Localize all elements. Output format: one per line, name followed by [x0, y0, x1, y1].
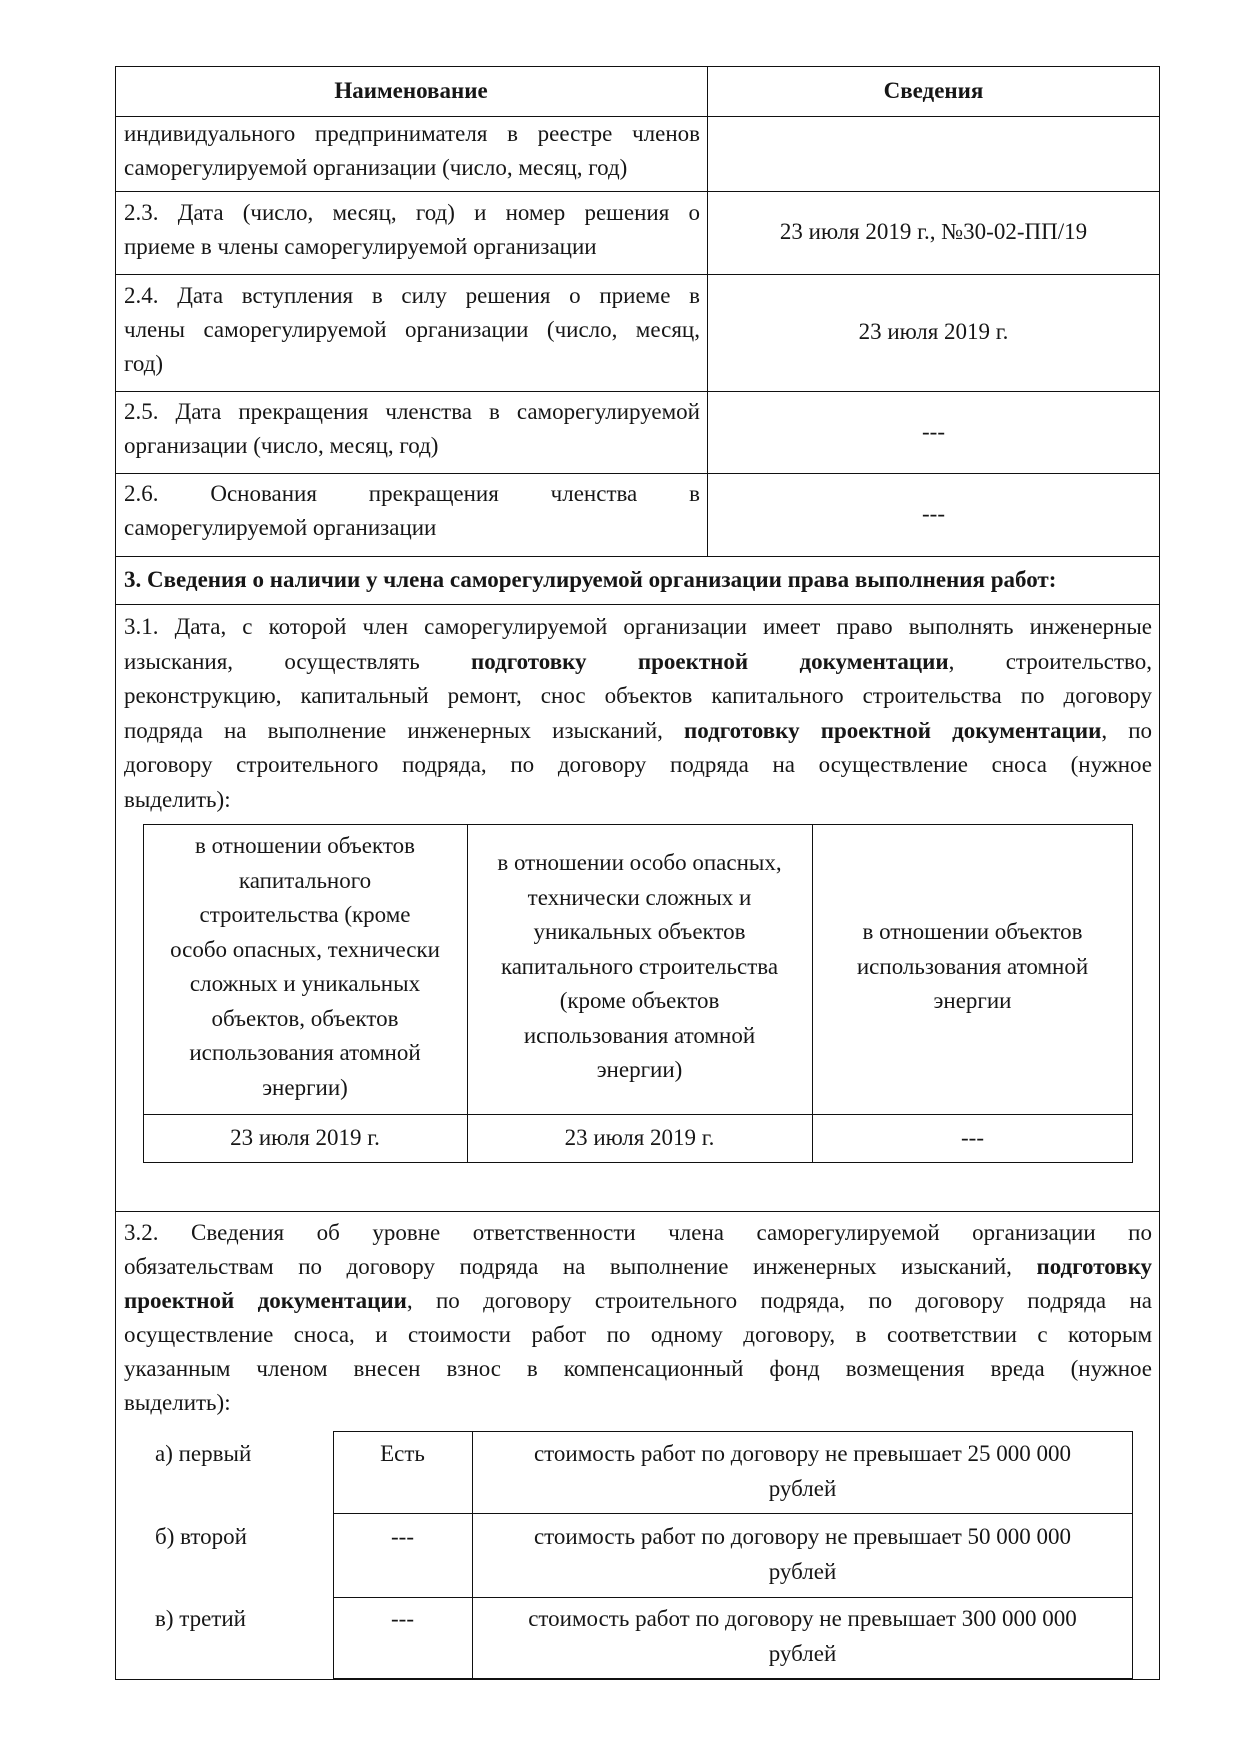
- header-line: энергии: [933, 988, 1012, 1013]
- paragraph-line: [124, 645, 1152, 680]
- text-span: обязательствам по договору подряда на выполнение инженерных изысканий,: [124, 1254, 1037, 1279]
- bold-span: подготовку: [1036, 1254, 1152, 1279]
- header-line: уникальных объектов: [533, 919, 746, 944]
- row-divider: [333, 1597, 1133, 1598]
- level-cost: [472, 1437, 1133, 1506]
- header-line: использования атомной: [523, 1022, 756, 1048]
- text-span: подряда на выполнение инженерных изысканий,: [124, 718, 685, 743]
- row-name-line: год): [124, 351, 164, 376]
- row-name-line: 2.6. Основания прекращения членства в: [124, 481, 700, 506]
- header-line: в отношении особо опасных,: [497, 850, 782, 875]
- row-value: ---: [922, 418, 945, 444]
- bold-span: проектной документации: [124, 1288, 407, 1313]
- row-name-line: саморегулируемой организации (число, месяц, год): [124, 155, 628, 180]
- row-name-line: 2.3. Дата (число, месяц, год) и номер решения о: [124, 200, 700, 225]
- cost-line: стоимость работ по договору не превышает 25 000 000: [533, 1441, 1072, 1466]
- paragraph-line: осуществление сноса, и стоимости работ по одному договору, в соответствии с которым: [124, 1322, 1152, 1347]
- rights-header-col1: [143, 829, 467, 1105]
- paragraph-line: выделить):: [124, 1390, 231, 1415]
- paragraph-line: 3.1. Дата, с которой член саморегулируемой организации имеет право выполнять инженерные: [124, 614, 1152, 639]
- row-value: 23 июля 2019 г., №30-02-ПП/19: [779, 219, 1088, 245]
- header-line: в отношении объектов: [862, 919, 1083, 944]
- cost-line: рублей: [768, 1640, 837, 1666]
- cost-line: рублей: [768, 1475, 837, 1501]
- header-line: строительства (кроме: [199, 902, 411, 927]
- paragraph-line: 3.2. Сведения об уровне ответственности члена саморегулируемой организации по: [124, 1220, 1152, 1245]
- rights-value-col3: ---: [961, 1124, 984, 1150]
- row-divider: [115, 1211, 1160, 1212]
- bold-span: подготовку проектной документации: [471, 649, 949, 674]
- paragraph-line: [124, 1284, 1152, 1319]
- rights-header-col2: [467, 846, 812, 1088]
- level-mark: ---: [391, 1524, 414, 1549]
- cost-line: стоимость работ по договору не превышает 50 000 000: [533, 1524, 1072, 1549]
- text-span: , по: [1101, 718, 1152, 743]
- level-mark: Есть: [380, 1441, 425, 1466]
- bold-span: подготовку проектной документации: [684, 718, 1102, 743]
- row-name-line: организации (число, месяц, год): [124, 433, 439, 458]
- paragraph-line: выделить):: [124, 787, 231, 812]
- section-3-title: 3. Сведения о наличии у члена саморегулируемой организации права выполнения работ:: [124, 567, 1057, 592]
- cost-line: стоимость работ по договору не превышает 300 000 000: [528, 1606, 1077, 1631]
- paragraph-line: [124, 714, 1152, 749]
- header-line: особо опасных, технически: [170, 936, 440, 962]
- row-name-line: 2.5. Дата прекращения членства в саморегулируемой: [124, 399, 700, 424]
- cost-line: рублей: [768, 1558, 837, 1584]
- paragraph-line: [124, 1250, 1152, 1285]
- row-name-line: приеме в члены саморегулируемой организации: [124, 234, 597, 259]
- level-mark: ---: [391, 1606, 414, 1631]
- level-label: б) второй: [155, 1524, 247, 1549]
- header-line: сложных и уникальных: [189, 971, 421, 996]
- header-info: Сведения: [883, 77, 984, 103]
- row-name-line: индивидуального предпринимателя в реестре членов: [124, 121, 700, 146]
- paragraph-line: реконструкцию, капитальный ремонт, снос объектов капитального строительства по договору: [124, 683, 1152, 708]
- text-span: , по договору строительного подряда, по договору подряда на: [406, 1288, 1152, 1313]
- header-line: (кроме объектов: [559, 988, 720, 1013]
- header-line: объектов, объектов: [211, 1005, 399, 1031]
- header-line: использования атомной: [856, 953, 1089, 979]
- text-span: , строительство,: [948, 649, 1152, 674]
- header-line: энергии): [596, 1057, 683, 1082]
- level-label: а) первый: [155, 1441, 252, 1466]
- row-divider: [333, 1513, 1133, 1514]
- header-line: капитального строительства: [500, 953, 779, 979]
- row-value: ---: [922, 501, 945, 527]
- header-line: технически сложных и: [527, 884, 752, 910]
- header-line: использования атомной: [189, 1040, 421, 1065]
- header-name: Наименование: [334, 77, 488, 103]
- rights-value-col1: 23 июля 2019 г.: [230, 1124, 380, 1150]
- row-name-line: 2.4. Дата вступления в силу решения о приеме в: [124, 283, 700, 308]
- row-name-line: саморегулируемой организации: [124, 515, 437, 540]
- paragraph-line: договору строительного подряда, по договору подряда на осуществление сноса (нужное: [124, 752, 1152, 777]
- level-cost: [472, 1520, 1133, 1589]
- row-name-line: члены саморегулируемой организации (число, месяц,: [124, 317, 700, 342]
- header-line: энергии): [262, 1074, 348, 1100]
- row-divider: [115, 556, 1160, 557]
- header-line: в отношении объектов: [195, 833, 415, 858]
- header-line: капитального: [238, 867, 372, 893]
- row-divider: [115, 604, 1160, 605]
- rights-header-col3: [812, 915, 1133, 1019]
- paragraph-line: указанным членом внесен взнос в компенсационный фонд возмещения вреда (нужное: [124, 1356, 1152, 1381]
- level-cost: [472, 1602, 1133, 1671]
- row-value: 23 июля 2019 г.: [858, 319, 1009, 345]
- text-span: изыскания, осуществлять: [124, 649, 471, 674]
- rights-value-col2: 23 июля 2019 г.: [564, 1124, 715, 1150]
- level-label: в) третий: [155, 1606, 246, 1631]
